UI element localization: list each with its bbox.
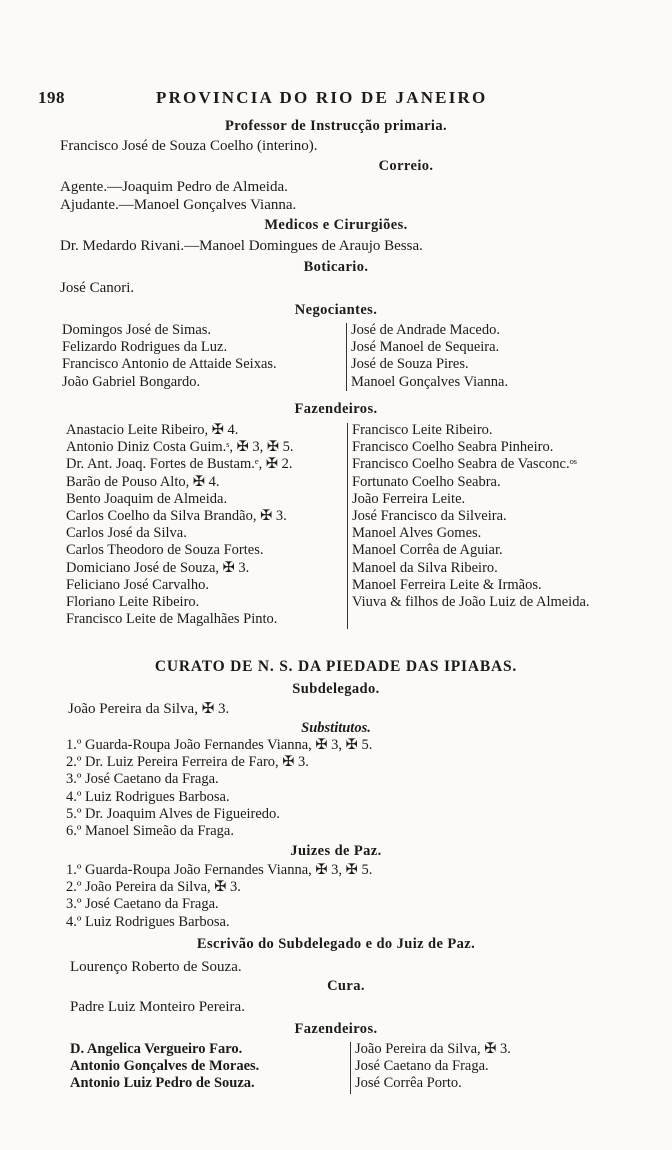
list-item: Floriano Leite Ribeiro. <box>66 593 200 610</box>
correio-line: Ajudante.—Manoel Gonçalves Vianna. <box>60 197 297 213</box>
list-item: Carlos José da Silva. <box>66 525 187 542</box>
list-item: Viuva & filhos de João Luiz de Almeida. <box>352 593 590 610</box>
list-item: Felizardo Rodrigues da Luz. <box>62 339 228 356</box>
list-item: 3.º José Caetano da Fraga. <box>66 771 219 788</box>
list-item: Manoel Corrêa de Aguiar. <box>352 542 503 559</box>
fazendeiros-curato-right-column <box>355 1041 615 1093</box>
section-title-curato: CURATO DE N. S. DA PIEDADE DAS IPIABAS. <box>154 658 518 675</box>
list-item: 2.º João Pereira da Silva, ✠ 3. <box>66 879 241 896</box>
list-item: João Gabriel Bongardo. <box>62 373 201 390</box>
list-item: 4.º Luiz Rodrigues Barbosa. <box>66 788 230 805</box>
heading-professor: Professor de Instrucção primaria. <box>224 118 448 134</box>
fazendeiros-right-column <box>352 422 652 611</box>
fazendeiros-curato-left-column <box>70 1041 330 1093</box>
fazendeiros-left-column <box>66 422 346 628</box>
heading-fazendeiros: Fazendeiros. <box>294 401 378 417</box>
list-item: 1.º Guarda-Roupa João Fernandes Vianna, ✠ 3, ✠ 5. <box>66 862 373 878</box>
list-item: José Caetano da Fraga. <box>355 1058 489 1075</box>
list-item: José de Andrade Macedo. <box>351 322 500 338</box>
list-item: Feliciano José Carvalho. <box>66 576 209 593</box>
escrivao-line: Lourenço Roberto de Souza. <box>70 959 242 975</box>
heading-escrivao: Escrivão do Subdelegado e do Juiz de Paz. <box>196 936 476 952</box>
list-item: João Pereira da Silva, ✠ 3. <box>355 1041 511 1057</box>
heading-medicos: Medicos e Cirurgiões. <box>264 217 408 233</box>
list-item: Anastacio Leite Ribeiro, ✠ 4. <box>66 422 239 438</box>
list-item: 3.º José Caetano da Fraga. <box>66 896 219 913</box>
list-item: Manoel Ferreira Leite & Irmãos. <box>352 576 542 593</box>
list-item: Carlos Theodoro de Souza Fortes. <box>66 542 264 559</box>
heading-boticario: Boticario. <box>303 259 369 275</box>
correio-line: Agente.—Joaquim Pedro de Almeida. <box>60 179 288 195</box>
medicos-line: Dr. Medardo Rivani.—Manoel Domingues de Araujo Bessa. <box>60 238 423 254</box>
list-item: Domingos José de Simas. <box>62 322 212 338</box>
list-item: Francisco Leite de Magalhães Pinto. <box>66 611 278 628</box>
list-item: 5.º Dr. Joaquim Alves de Figueiredo. <box>66 805 280 822</box>
list-item: Manoel Gonçalves Vianna. <box>351 373 509 390</box>
heading-juizes: Juizes de Paz. <box>290 843 382 859</box>
column-divider <box>346 323 347 391</box>
list-item: Antonio Luiz Pedro de Souza. <box>70 1075 255 1092</box>
list-item: João Ferreira Leite. <box>352 490 466 507</box>
heading-correio: Correio. <box>378 158 434 174</box>
negociantes-left-column <box>62 322 342 391</box>
list-item: Carlos Coelho da Silva Brandão, ✠ 3. <box>66 507 287 524</box>
list-item: Barão de Pouso Alto, ✠ 4. <box>66 473 220 490</box>
juizes-list <box>66 862 626 931</box>
heading-subdelegado: Subdelegado. <box>292 681 380 697</box>
professor-line: Francisco José de Souza Coelho (interino). <box>60 138 318 154</box>
list-item: Antonio Diniz Costa Guim.ˢ, ✠ 3, ✠ 5. <box>66 439 294 456</box>
list-item: D. Angelica Vergueiro Faro. <box>70 1041 243 1057</box>
list-item: Antonio Gonçalves de Moraes. <box>70 1058 260 1075</box>
page-number: 198 <box>38 88 65 107</box>
list-item: Dr. Ant. Joaq. Fortes de Bustam.ᵉ, ✠ 2. <box>66 456 293 473</box>
heading-cura: Cura. <box>327 978 365 994</box>
list-item: Francisco Coelho Seabra de Vasconc.ᵒˢ <box>352 456 577 473</box>
list-item: José Francisco da Silveira. <box>352 507 507 524</box>
column-divider <box>347 423 348 629</box>
cura-line: Padre Luiz Monteiro Pereira. <box>70 999 245 1015</box>
heading-negociantes: Negociantes. <box>294 302 378 318</box>
list-item: Francisco Leite Ribeiro. <box>352 422 493 438</box>
list-item: Fortunato Coelho Seabra. <box>352 473 501 490</box>
list-item: Francisco Coelho Seabra Pinheiro. <box>352 439 554 456</box>
column-divider <box>350 1042 351 1094</box>
page-title: PROVINCIA DO RIO DE JANEIRO <box>156 88 488 107</box>
list-item: Manoel Alves Gomes. <box>352 525 482 542</box>
list-item: José Corrêa Porto. <box>355 1075 462 1092</box>
list-item: Francisco Antonio de Attaide Seixas. <box>62 356 277 373</box>
substitutos-list <box>66 737 626 840</box>
heading-fazendeiros-curato: Fazendeiros. <box>294 1021 378 1037</box>
list-item: Bento Joaquim de Almeida. <box>66 490 228 507</box>
page-header <box>38 88 642 110</box>
list-item: José Manoel de Sequeira. <box>351 339 500 356</box>
list-item: 2.º Dr. Luiz Pereira Ferreira de Faro, ✠ 3. <box>66 754 309 771</box>
list-item: Manoel da Silva Ribeiro. <box>352 559 498 576</box>
list-item: José de Souza Pires. <box>351 356 469 373</box>
negociantes-right-column <box>351 322 641 391</box>
boticario-line: José Canori. <box>60 280 135 296</box>
list-item: 4.º Luiz Rodrigues Barbosa. <box>66 913 230 930</box>
subdelegado-line: João Pereira da Silva, ✠ 3. <box>68 701 230 717</box>
heading-substitutos: Substitutos. <box>301 720 371 736</box>
list-item: 6.º Manoel Simeão da Fraga. <box>66 822 234 839</box>
list-item: 1.º Guarda-Roupa João Fernandes Vianna, ✠ 3, ✠ 5. <box>66 737 373 753</box>
list-item: Domiciano José de Souza, ✠ 3. <box>66 559 250 576</box>
